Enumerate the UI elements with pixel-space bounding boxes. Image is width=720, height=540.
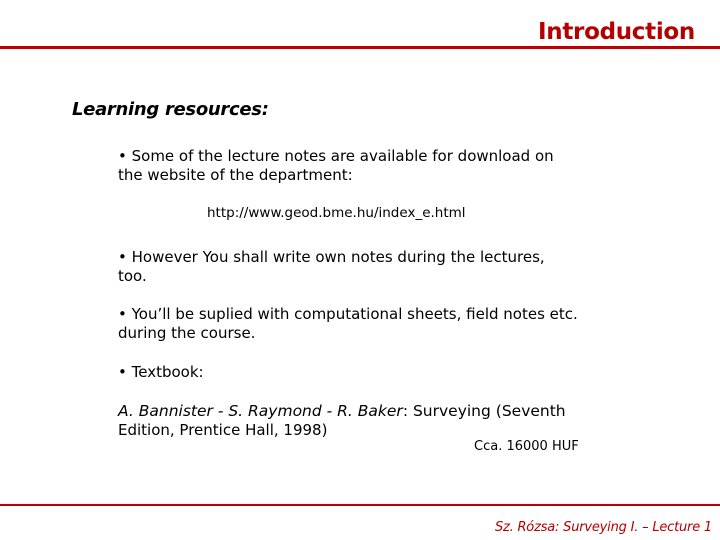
notes-line-2: the website of the department: (118, 166, 353, 184)
footer-text: Sz. Rózsa: Surveying I. – Lecture 1 (494, 520, 712, 535)
textbook-citation-line-2: Edition, Prentice Hall, 1998) (118, 421, 328, 439)
notes-line-1: • Some of the lecture notes are available for download on (118, 147, 554, 165)
section-heading: Learning resources: (72, 99, 269, 120)
own-notes-line-2: too. (118, 267, 147, 285)
own-notes-line-1: • However You shall write own notes during the lectures, (118, 248, 545, 266)
slide-title: Introduction (538, 19, 695, 45)
department-url: http://www.geod.bme.hu/index_e.html (207, 205, 466, 221)
textbook-label: • Textbook: (118, 363, 204, 381)
textbook-title: : Surveying (Seventh (402, 402, 566, 420)
textbook-citation-line-1 (118, 402, 638, 420)
sheets-line-1: • You’ll be suplied with computational sheets, field notes etc. (118, 305, 578, 323)
textbook-price: Cca. 16000 HUF (474, 439, 579, 454)
footer-divider (0, 504, 720, 506)
sheets-line-2: during the course. (118, 324, 256, 342)
textbook-authors: A. Bannister - S. Raymond - R. Baker (118, 402, 403, 420)
title-divider (0, 46, 720, 49)
